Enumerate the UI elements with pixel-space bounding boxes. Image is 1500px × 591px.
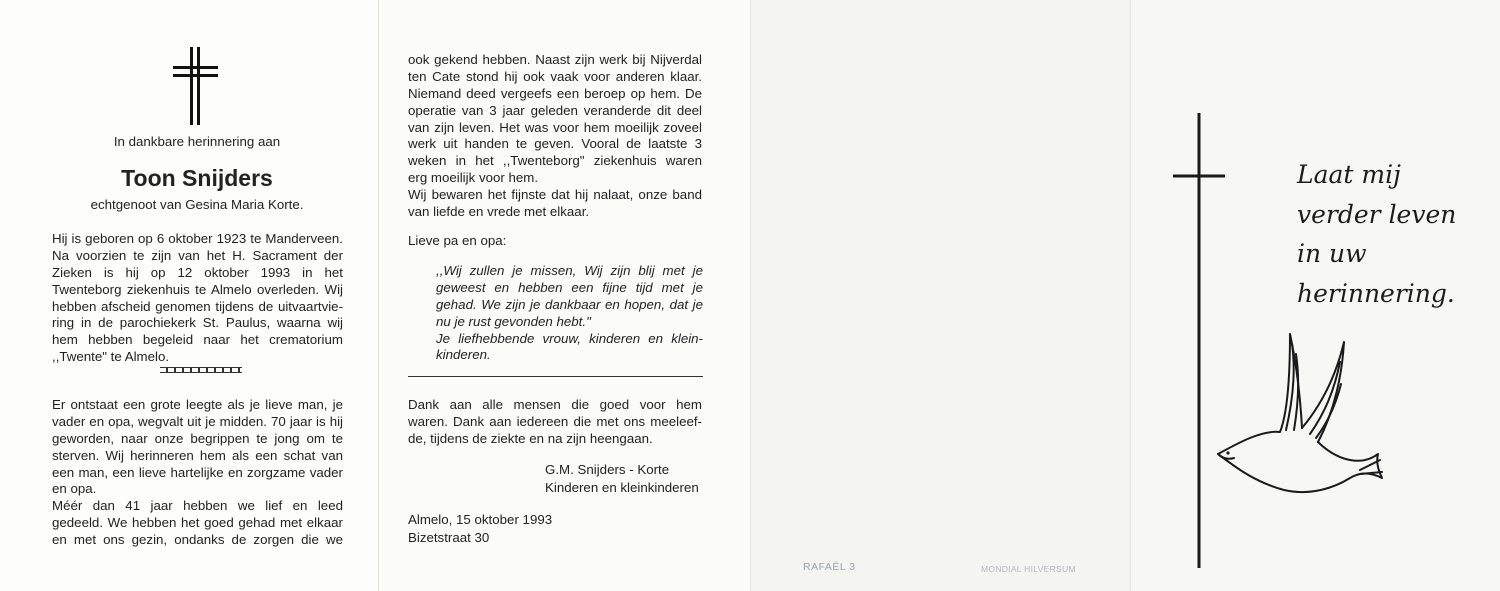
intro-text: In dankbare herinnering aan — [113, 134, 281, 149]
back-cover-panel — [750, 0, 1130, 591]
signature — [545, 461, 699, 497]
text-line: en opa. — [52, 481, 97, 497]
verse-line: herinnering. — [1297, 278, 1455, 308]
text-line: van zijn leven. Het was voor hem moeilijk zoveel — [408, 119, 702, 135]
continuation-paragraph — [408, 52, 702, 221]
text-line: sterven. Wij herinneren hem als een schat van — [52, 447, 343, 463]
place-and-address — [408, 511, 552, 547]
quote-line: nu je rust gevonden hebt." — [436, 313, 591, 329]
quote-line: gehad. We zijn je dankbaar en hopen, dat je — [436, 296, 703, 312]
quote-line: ,,Wij zullen je missen, Wij zijn blij met je — [436, 263, 703, 278]
text-line: Wij bewaren het fijnste dat hij nalaat, onze band — [408, 187, 702, 203]
text-line: en met ons gezin, ondanks de zorgen die we — [52, 532, 343, 548]
text-line: Hij is geboren op 6 oktober 1923 te Manderveen. — [52, 231, 343, 246]
thanks-paragraph — [408, 397, 702, 448]
fold-line — [378, 0, 379, 591]
place-date: Almelo, 15 oktober 1993 — [408, 512, 553, 527]
deceased-name: Toon Snijders — [121, 165, 273, 191]
fold-line — [750, 0, 751, 591]
horizontal-rule — [408, 376, 703, 377]
text-line: vader en opa, wegvalt uit je midden. 70 jaar is hij — [52, 413, 343, 429]
text-line: hem hebben begeleid naar het crematorium — [52, 332, 343, 348]
text-line: Méér dan 41 jaar hebben we lief en leed — [52, 498, 343, 514]
text-line: erg moeilijk voor hem. — [408, 170, 539, 186]
text-line: ten Cate stond hij ook vaak voor anderen klaar. — [408, 68, 702, 84]
text-line: Na voorzien te zijn van het H. Sacrament der — [52, 247, 343, 263]
verse-line: verder leven — [1297, 199, 1457, 229]
text-line: Er ontstaat een grote leegte als je lieve man, je — [52, 397, 343, 412]
text-line: hebben afscheid genomen tijdens de uitvaartvie- — [52, 298, 343, 314]
text-line: Dank aan alle mensen die goed voor hem — [408, 397, 702, 412]
text-line: ook gekend hebben. Naast zijn werk bij Nijverdal — [408, 52, 702, 67]
family-quote — [436, 263, 703, 364]
text-line: Twenteborg ziekenhuis te Almelo overleden. Wij — [52, 281, 343, 297]
cross-icon — [173, 47, 218, 125]
text-line: ,,Twente" te Almelo. — [52, 349, 170, 365]
memory-paragraph — [52, 397, 343, 549]
dove-icon — [1210, 332, 1385, 504]
text-line: een man, een lieve hartelijke en zorgzame vader — [52, 464, 343, 480]
cover-verse — [1297, 155, 1456, 313]
biography-paragraph — [52, 231, 343, 366]
inner-left-panel — [0, 0, 378, 591]
text-line: Niemand deed vergeefs een beroep op hem. De — [408, 85, 702, 101]
text-line: operatie van 3 jaar geleden veranderde dit deel — [408, 102, 702, 118]
text-line: Zieken is hij op 12 oktober 1993 in het — [52, 264, 343, 280]
quote-line: geweest en hebben een fijne tijd met je — [436, 279, 703, 295]
text-line: weken in het ,,Twenteborg" ziekenhuis waren — [408, 153, 702, 169]
quote-line: kinderen. — [436, 347, 491, 363]
verse-line: Laat mij — [1297, 160, 1401, 189]
text-line: gedeeld. We hebben het goed gehad met elkaar — [52, 515, 343, 531]
text-line: werk uit handen te geven. Vooral de laatste 3 — [408, 136, 702, 152]
signature-line: Kinderen en kleinkinderen — [545, 480, 699, 495]
text-line: ring in de parochiekerk St. Paulus, waarna wij — [52, 315, 343, 331]
text-line: geworden, naar onze begrippen te jong om te — [52, 430, 343, 446]
fold-line — [1130, 0, 1131, 591]
printer-code: RAFAËL 3 — [803, 561, 856, 573]
signature-line: G.M. Snijders - Korte — [545, 462, 670, 477]
verse-line: in uw — [1297, 239, 1367, 268]
quote-line: Je liefhebbende vrouw, kinderen en klein- — [436, 330, 703, 346]
greeting-text: Lieve pa en opa: — [408, 233, 507, 248]
text-line: van liefde en vrede met elkaar. — [408, 204, 590, 220]
address: Bizetstraat 30 — [408, 530, 490, 545]
text-line: waren. Dank aan iedereen die met ons meeleef- — [408, 413, 702, 429]
spouse-text: echtgenoot van Gesina Maria Korte. — [90, 197, 304, 212]
text-line: de, tijdens de ziekte en na zijn heengaan. — [408, 430, 653, 446]
decorative-divider — [160, 367, 242, 373]
printer-name: MONDIAL HILVERSUM — [981, 564, 1076, 574]
